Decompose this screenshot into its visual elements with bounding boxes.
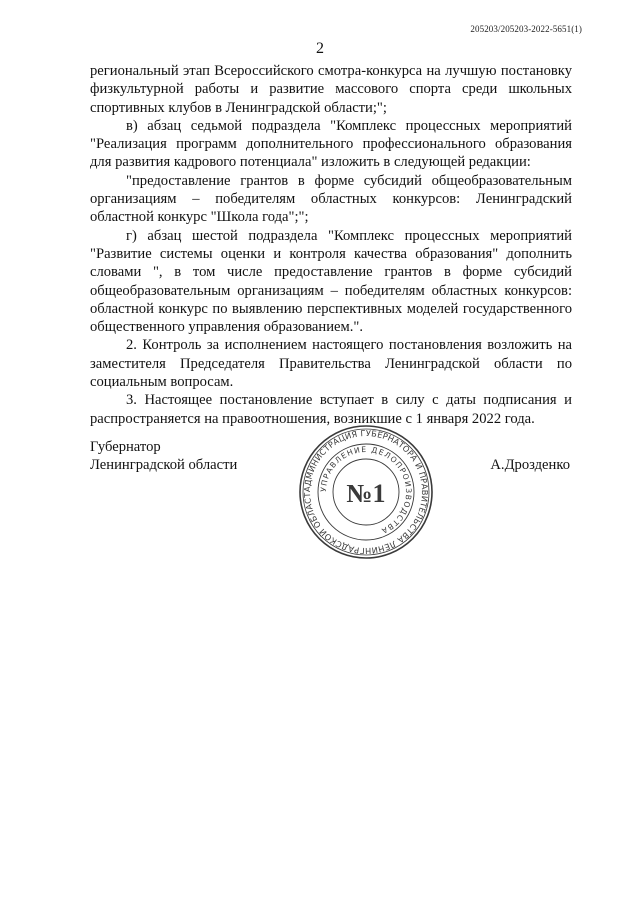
- signatory-title-line-1: Губернатор: [90, 439, 161, 455]
- svg-text:АДМИНИСТРАЦИЯ ГУБЕРНАТОРА И ПР: АДМИНИСТРАЦИЯ ГУБЕРНАТОРА И ПРАВИТЕЛЬСТВА ЛЕНИНГРАДСКОЙ ОБЛАСТ: [301, 427, 431, 557]
- paragraph-6: 3. Настоящее постановление вступает в силу с даты подписания и распространяется на правоотношения, возникшие с 1 января 2022 года.: [90, 392, 572, 427]
- document-body: [90, 62, 572, 428]
- signatory-title-line-2: Ленинградской области: [90, 457, 238, 474]
- paragraph-5: 2. Контроль за исполнением настоящего постановления возложить на заместителя Председателя Правительства Ленинградской области по социальным вопросам.: [90, 337, 572, 391]
- seal-graphic: [296, 422, 436, 562]
- signatory-title: [90, 438, 237, 475]
- svg-text:УПРАВЛЕНИЕ ДЕЛОПРОИЗВОДСТВА: УПРАВЛЕНИЕ ДЕЛОПРОИЗВОДСТВА: [318, 444, 414, 536]
- paragraph-2: в) абзац седьмой подраздела "Комплекс процессных мероприятий "Реализация программ дополнительного профессионального образования для развития кадрового потенциала" изложить в следующей редакции:: [90, 117, 572, 171]
- paragraph-1: региональный этап Всероссийского смотра-конкурса на лучшую постановку физкультурной работы и развитие массового спорта среди школьных спортивных клубов в Ленинградской области;";: [90, 63, 572, 116]
- signatory-name: А.Дрозденко: [490, 457, 570, 473]
- document-code: 205203/205203-2022-5651(1): [470, 24, 582, 34]
- official-seal-stamp: [296, 422, 436, 562]
- svg-text:№1: №1: [346, 479, 386, 508]
- page-number: 2: [316, 40, 324, 57]
- paragraph-4: г) абзац шестой подраздела "Комплекс процессных мероприятий "Развитие системы оценки и контроля качества образования" дополнить словами ", в том числе предоставление грантов в форме субсидий общеобразовательным организациям – победителям областных конкурсов: областной конкурс по выявлению перспективных моделей государственного общественного управления образованием.".: [90, 227, 572, 336]
- paragraph-3: "предоставление грантов в форме субсидий общеобразовательным организациям – победителям областных конкурсов: Ленинградский областной конкурс "Школа года";";: [90, 172, 572, 226]
